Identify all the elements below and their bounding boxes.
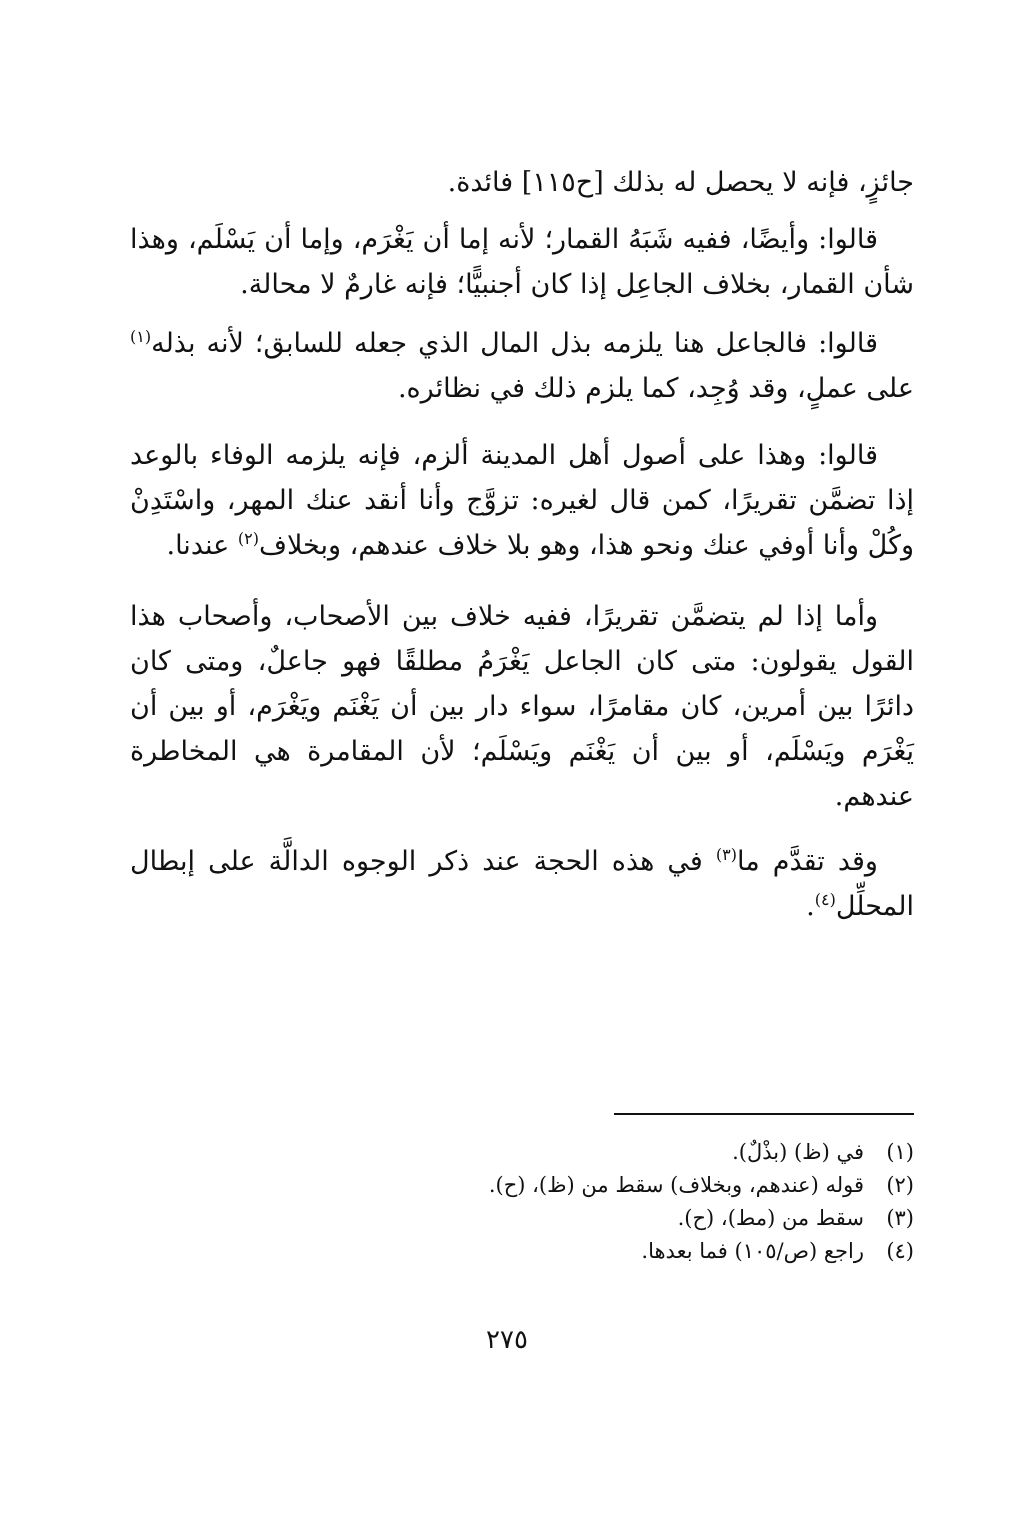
paragraph-3 <box>130 321 914 411</box>
paragraph-4-text-b: عندنا. <box>166 530 230 561</box>
footnotes <box>200 1136 914 1268</box>
paragraph-6-text-a: وقد تقدَّم ما <box>736 846 878 877</box>
paragraph-2 <box>130 217 914 307</box>
paragraph-6 <box>130 839 914 929</box>
paragraph-3-text-b: على عملٍ، وقد وُجِد، كما يلزم ذلك في نظائره. <box>397 373 914 404</box>
footnote-ref-1[interactable]: (١) <box>130 327 152 346</box>
footnote-1 <box>200 1136 914 1169</box>
paragraph-4-text-a: قالوا: وهذا على أصول أهل المدينة ألزم، فإنه يلزمه الوفاء بالوعد إذا تضمَّن تقريرًا، كمن قال لغيره: تزوَّج وأنا أنقد عنك المهر، واسْتَدِنْ وكُلْ وأنا أوفي عنك ونحو هذا، وهو بلا خلاف عندهم، وبخلاف <box>130 440 914 561</box>
footnote-ref-2[interactable]: (٢) <box>237 529 259 548</box>
footnote-ref-3[interactable]: (٣) <box>715 845 737 864</box>
paragraph-1 <box>130 160 914 205</box>
page-number: ٢٧٥ <box>486 1325 528 1355</box>
footnote-3-text: سقط من (مط)، (ح). <box>677 1206 864 1230</box>
footnote-1-number: (١) <box>886 1140 914 1164</box>
footnote-4-text: راجع (ص/١٠٥) فما بعدها. <box>641 1239 864 1263</box>
footnote-divider <box>614 1113 914 1115</box>
footnote-4 <box>200 1235 914 1268</box>
footnote-3-number: (٣) <box>886 1206 914 1230</box>
paragraph-1-text: جائزٍ، فإنه لا يحصل له بذلك [ح١١٥] فائدة. <box>447 167 914 198</box>
footnote-4-number: (٤) <box>886 1239 914 1263</box>
footnote-ref-4[interactable]: (٤) <box>814 890 836 909</box>
paragraph-2-text: قالوا: وأيضًا، ففيه شَبَهُ القمار؛ لأنه إما أن يَغْرَم، وإما أن يَسْلَم، وهذا شأن القمار، بخلاف الجاعِل إذا كان أجنبيًّا؛ فإنه غارمٌ لا محالة. <box>130 224 914 300</box>
footnote-2-text: قوله (عندهم، وبخلاف) سقط من (ظ)، (ح). <box>488 1173 864 1197</box>
paragraph-5-text: وأما إذا لم يتضمَّن تقريرًا، ففيه خلاف بين الأصحاب، وأصحاب هذا القول يقولون: متى كان الجاعل يَغْرَمُ مطلقًا فهو جاعلٌ، ومتى كان دائرًا بين أمرين، كان مقامرًا، سواء دار بين أن يَغْنَم ويَغْرَم، أو بين أن يَغْرَم ويَسْلَم، أو بين أن يَغْنَم ويَسْلَم؛ لأن المقامرة هي المخاطرة عندهم. <box>130 601 914 812</box>
page-body <box>130 160 914 929</box>
paragraph-3-text-a: قالوا: فالجاعل هنا يلزمه بذل المال الذي جعله للسابق؛ لأنه بذله <box>151 328 878 359</box>
paragraph-6-text-c: . <box>806 891 815 922</box>
paragraph-4 <box>130 433 914 568</box>
footnote-2-number: (٢) <box>886 1173 914 1197</box>
footnote-3 <box>200 1202 914 1235</box>
footnote-2 <box>200 1169 914 1202</box>
paragraph-5 <box>130 594 914 819</box>
paragraph-6-text-b: في هذه الحجة عند ذكر الوجوه الدالَّة على إبطال المحلِّل <box>130 846 914 922</box>
footnote-1-text: في (ظ) (بذْلٌ). <box>732 1140 864 1164</box>
